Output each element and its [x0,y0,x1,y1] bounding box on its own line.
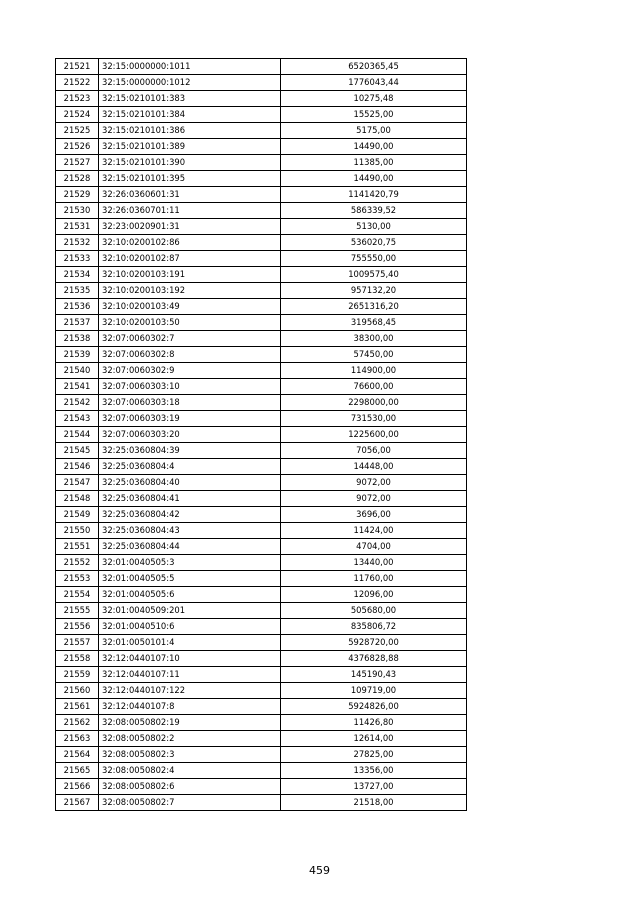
row-number: 21533 [56,251,99,267]
table-row [56,251,467,267]
table-row [56,651,467,667]
cadastral-value: 76600,00 [281,379,467,395]
cadastral-number: 32:07:0060302:7 [99,331,281,347]
cadastral-number: 32:12:0440107:10 [99,651,281,667]
cadastral-value: 4704,00 [281,539,467,555]
row-number: 21539 [56,347,99,363]
table-row [56,603,467,619]
table-row [56,779,467,795]
cadastral-value: 13440,00 [281,555,467,571]
table-row [56,315,467,331]
row-number: 21554 [56,587,99,603]
cadastral-value: 11760,00 [281,571,467,587]
cadastral-number: 32:25:0360804:43 [99,523,281,539]
cadastral-value: 7056,00 [281,443,467,459]
cadastral-number: 32:07:0060302:8 [99,347,281,363]
cadastral-number: 32:01:0040509:201 [99,603,281,619]
cadastral-value: 2651316,20 [281,299,467,315]
row-number: 21545 [56,443,99,459]
cadastral-value: 12096,00 [281,587,467,603]
cadastral-number: 32:08:0050802:7 [99,795,281,811]
cadastral-number: 32:08:0050802:4 [99,763,281,779]
row-number: 21522 [56,75,99,91]
table-row [56,459,467,475]
cadastral-number: 32:07:0060303:20 [99,427,281,443]
cadastral-value: 14448,00 [281,459,467,475]
row-number: 21556 [56,619,99,635]
cadastral-number: 32:07:0060303:19 [99,411,281,427]
cadastral-value: 5130,00 [281,219,467,235]
cadastral-value: 10275,48 [281,91,467,107]
cadastral-value: 14490,00 [281,171,467,187]
table-row [56,683,467,699]
row-number: 21547 [56,475,99,491]
table-row [56,235,467,251]
cadastral-value: 145190,43 [281,667,467,683]
row-number: 21546 [56,459,99,475]
cadastral-value: 1009575,40 [281,267,467,283]
cadastral-number: 32:12:0440107:122 [99,683,281,699]
table-row [56,411,467,427]
table-row [56,187,467,203]
table-row [56,171,467,187]
cadastral-value: 11424,00 [281,523,467,539]
page-number: 459 [309,864,330,877]
table-row [56,571,467,587]
table-row [56,731,467,747]
table-row [56,795,467,811]
table-row [56,91,467,107]
table-row [56,155,467,171]
cadastral-value: 1141420,79 [281,187,467,203]
cadastral-number: 32:25:0360804:44 [99,539,281,555]
cadastral-value: 755550,00 [281,251,467,267]
table-row [56,363,467,379]
table-row [56,763,467,779]
cadastral-number: 32:15:0210101:383 [99,91,281,107]
table-row [56,635,467,651]
table-row [56,283,467,299]
cadastral-value: 4376828,88 [281,651,467,667]
row-number: 21562 [56,715,99,731]
table-row [56,347,467,363]
row-number: 21536 [56,299,99,315]
row-number: 21561 [56,699,99,715]
row-number: 21541 [56,379,99,395]
cadastral-number: 32:25:0360804:40 [99,475,281,491]
row-number: 21526 [56,139,99,155]
row-number: 21567 [56,795,99,811]
table-row [56,299,467,315]
cadastral-value: 9072,00 [281,491,467,507]
row-number: 21551 [56,539,99,555]
table-row [56,491,467,507]
cadastral-number: 32:08:0050802:19 [99,715,281,731]
table-row [56,747,467,763]
cadastral-value: 505680,00 [281,603,467,619]
cadastral-number: 32:25:0360804:4 [99,459,281,475]
cadastral-number: 32:01:0040510:6 [99,619,281,635]
cadastral-number: 32:12:0440107:8 [99,699,281,715]
cadastral-number: 32:15:0000000:1012 [99,75,281,91]
table-row [56,75,467,91]
cadastral-value: 5175,00 [281,123,467,139]
cadastral-value: 1225600,00 [281,427,467,443]
cadastral-number: 32:07:0060303:18 [99,395,281,411]
row-number: 21552 [56,555,99,571]
cadastral-value: 109719,00 [281,683,467,699]
row-number: 21532 [56,235,99,251]
cadastral-value: 13356,00 [281,763,467,779]
cadastral-number: 32:10:0200102:86 [99,235,281,251]
cadastral-number: 32:10:0200103:49 [99,299,281,315]
row-number: 21558 [56,651,99,667]
registry-table [55,58,467,811]
row-number: 21553 [56,571,99,587]
row-number: 21521 [56,59,99,75]
cadastral-number: 32:25:0360804:41 [99,491,281,507]
cadastral-value: 38300,00 [281,331,467,347]
row-number: 21542 [56,395,99,411]
cadastral-value: 319568,45 [281,315,467,331]
cadastral-number: 32:25:0360804:39 [99,443,281,459]
row-number: 21559 [56,667,99,683]
row-number: 21538 [56,331,99,347]
table-row [56,219,467,235]
cadastral-number: 32:07:0060303:10 [99,379,281,395]
cadastral-value: 957132,20 [281,283,467,299]
cadastral-number: 32:23:0020901:31 [99,219,281,235]
cadastral-number: 32:10:0200103:192 [99,283,281,299]
row-number: 21564 [56,747,99,763]
cadastral-value: 586339,52 [281,203,467,219]
row-number: 21527 [56,155,99,171]
table-row [56,123,467,139]
table-row [56,555,467,571]
cadastral-value: 731530,00 [281,411,467,427]
row-number: 21560 [56,683,99,699]
table-row [56,267,467,283]
row-number: 21531 [56,219,99,235]
cadastral-number: 32:10:0200102:87 [99,251,281,267]
cadastral-value: 1776043,44 [281,75,467,91]
row-number: 21566 [56,779,99,795]
cadastral-number: 32:12:0440107:11 [99,667,281,683]
table-row [56,139,467,155]
cadastral-number: 32:15:0210101:386 [99,123,281,139]
row-number: 21535 [56,283,99,299]
cadastral-value: 12614,00 [281,731,467,747]
table-row [56,475,467,491]
cadastral-value: 536020,75 [281,235,467,251]
table-row [56,619,467,635]
cadastral-value: 13727,00 [281,779,467,795]
row-number: 21537 [56,315,99,331]
row-number: 21549 [56,507,99,523]
cadastral-number: 32:15:0210101:389 [99,139,281,155]
cadastral-value: 6520365,45 [281,59,467,75]
cadastral-value: 11385,00 [281,155,467,171]
cadastral-value: 2298000,00 [281,395,467,411]
cadastral-value: 27825,00 [281,747,467,763]
cadastral-number: 32:07:0060302:9 [99,363,281,379]
cadastral-value: 14490,00 [281,139,467,155]
table-row [56,523,467,539]
table-row [56,331,467,347]
cadastral-number: 32:08:0050802:3 [99,747,281,763]
row-number: 21550 [56,523,99,539]
cadastral-value: 5928720,00 [281,635,467,651]
cadastral-number: 32:26:0360701:11 [99,203,281,219]
table-row [56,427,467,443]
table-row [56,587,467,603]
table-row [56,59,467,75]
row-number: 21530 [56,203,99,219]
cadastral-number: 32:08:0050802:2 [99,731,281,747]
cadastral-number: 32:15:0210101:384 [99,107,281,123]
cadastral-number: 32:10:0200103:191 [99,267,281,283]
cadastral-value: 3696,00 [281,507,467,523]
table-row [56,107,467,123]
table-row [56,203,467,219]
table-row [56,699,467,715]
table-row [56,443,467,459]
row-number: 21534 [56,267,99,283]
cadastral-number: 32:01:0040505:3 [99,555,281,571]
table-row [56,507,467,523]
cadastral-number: 32:26:0360601:31 [99,187,281,203]
cadastral-value: 5924826,00 [281,699,467,715]
row-number: 21525 [56,123,99,139]
row-number: 21555 [56,603,99,619]
table-body [56,59,467,811]
table-row [56,379,467,395]
cadastral-value: 15525,00 [281,107,467,123]
cadastral-number: 32:08:0050802:6 [99,779,281,795]
cadastral-number: 32:01:0040505:5 [99,571,281,587]
cadastral-value: 57450,00 [281,347,467,363]
cadastral-value: 21518,00 [281,795,467,811]
cadastral-value: 114900,00 [281,363,467,379]
table-row [56,715,467,731]
cadastral-number: 32:10:0200103:50 [99,315,281,331]
table-row [56,395,467,411]
cadastral-number: 32:15:0210101:390 [99,155,281,171]
cadastral-value: 11426,80 [281,715,467,731]
cadastral-value: 9072,00 [281,475,467,491]
table-row [56,539,467,555]
row-number: 21548 [56,491,99,507]
cadastral-value: 835806,72 [281,619,467,635]
row-number: 21524 [56,107,99,123]
row-number: 21528 [56,171,99,187]
row-number: 21544 [56,427,99,443]
row-number: 21557 [56,635,99,651]
cadastral-number: 32:25:0360804:42 [99,507,281,523]
cadastral-number: 32:15:0210101:395 [99,171,281,187]
cadastral-number: 32:01:0040505:6 [99,587,281,603]
row-number: 21543 [56,411,99,427]
row-number: 21563 [56,731,99,747]
row-number: 21529 [56,187,99,203]
row-number: 21565 [56,763,99,779]
row-number: 21523 [56,91,99,107]
cadastral-number: 32:15:0000000:1011 [99,59,281,75]
row-number: 21540 [56,363,99,379]
cadastral-number: 32:01:0050101:4 [99,635,281,651]
table-row [56,667,467,683]
